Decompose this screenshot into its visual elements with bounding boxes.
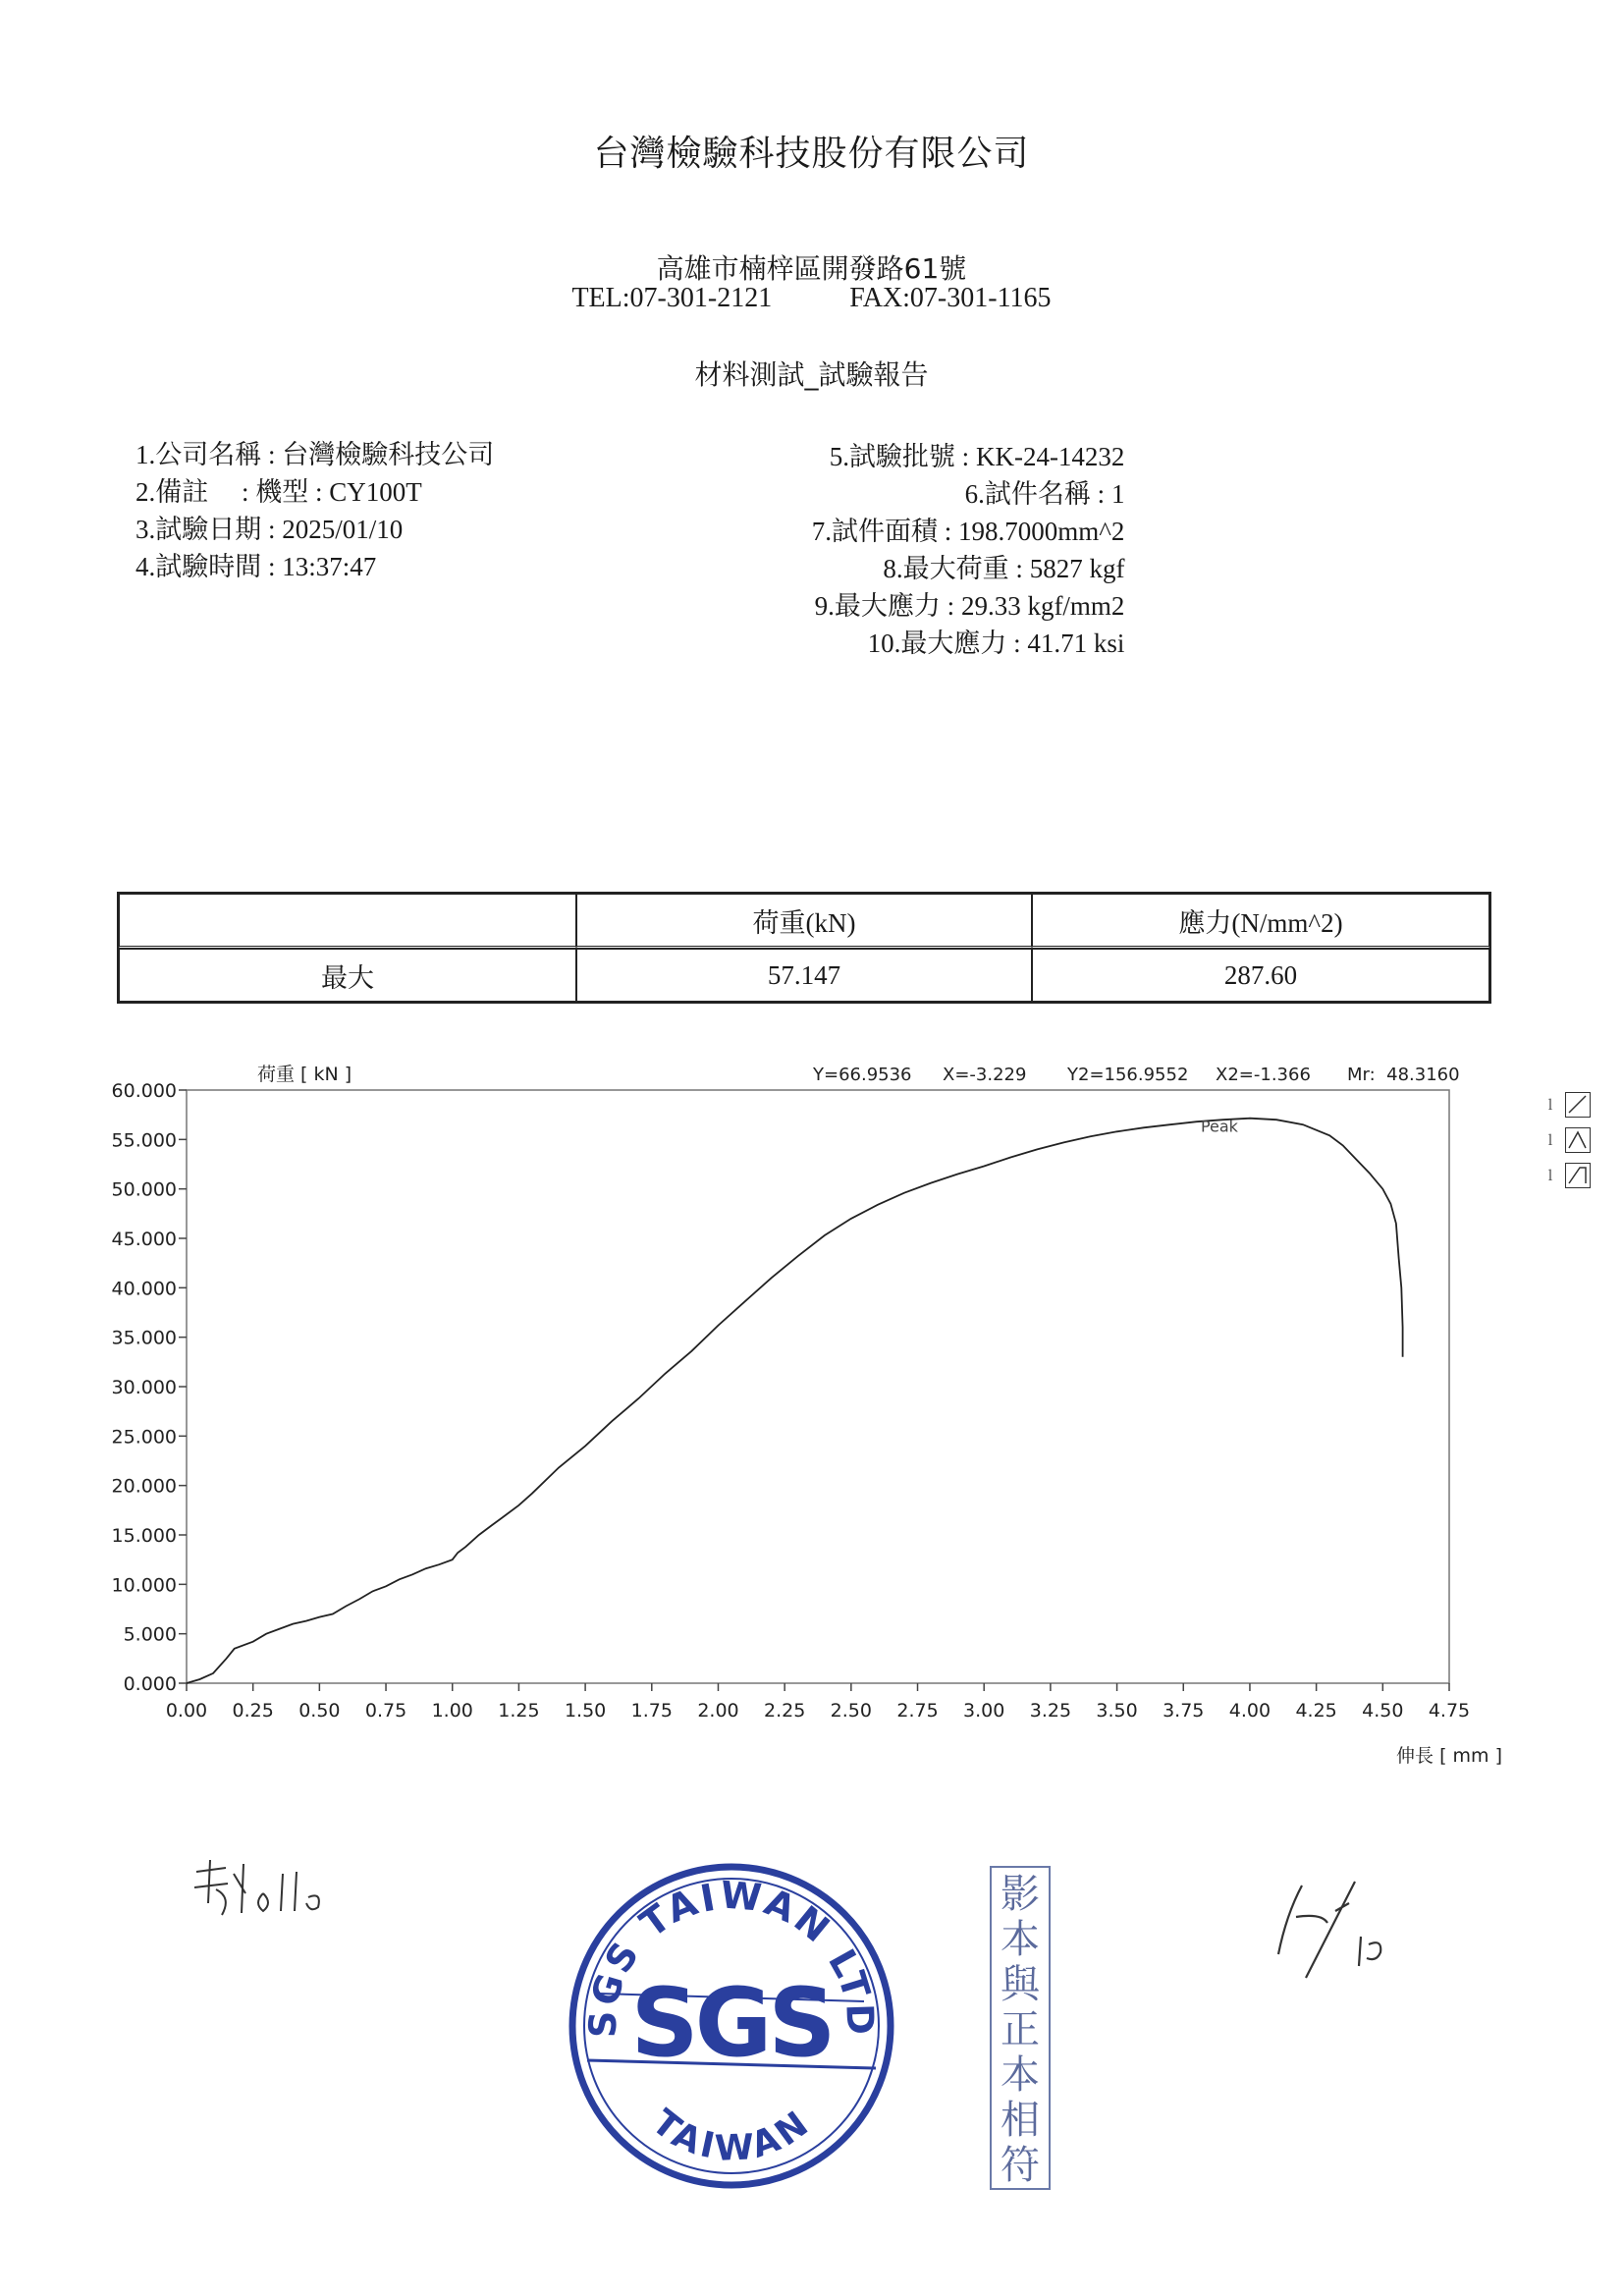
x-tick-label: 0.75 <box>364 1700 407 1722</box>
y-tick-label: 35.000 <box>111 1327 177 1349</box>
triangle-icon[interactable] <box>1565 1127 1591 1153</box>
y-tick-label: 25.000 <box>111 1426 177 1449</box>
table-cell: 最大 <box>119 949 576 1002</box>
x-tick-label: 0.00 <box>165 1700 208 1722</box>
y-tick-label: 55.000 <box>111 1129 177 1152</box>
plot-frame <box>187 1090 1449 1683</box>
readout-mr: Mr: 48.3160 <box>1347 1065 1460 1085</box>
series-line <box>187 1119 1403 1683</box>
x-tick-label: 0.25 <box>232 1700 274 1722</box>
chart-toolbar: ｌ ｌ ｌ <box>1543 1092 1591 1188</box>
company-address: 高雄市楠梓區開發路61號 <box>656 252 967 285</box>
y-tick-label: 50.000 <box>111 1178 177 1201</box>
chart-svg <box>88 1051 1532 1797</box>
x-tick-label: 4.75 <box>1428 1700 1471 1722</box>
table-cell: 57.147 <box>576 949 1032 1002</box>
table-header-cell <box>119 894 576 949</box>
svg-text:SGS TAIWAN LTD: SGS TAIWAN LTD <box>580 1873 883 2039</box>
handwritten-initials <box>1267 1876 1414 1988</box>
y-tick-label: 30.000 <box>111 1377 177 1398</box>
y-tick-label: 0.000 <box>123 1673 177 1695</box>
info-right-column <box>797 438 1124 662</box>
x-tick-label: 2.25 <box>764 1700 806 1722</box>
copy-certification-stamp: 影 本 與 正 本 相 符 <box>990 1866 1051 2190</box>
x-tick-label: 2.75 <box>896 1700 939 1722</box>
x-axis <box>166 1683 1470 1722</box>
table-header-cell: 荷重(kN) <box>576 894 1032 949</box>
report-title: 材料測試_試驗報告 <box>694 358 929 391</box>
x-tick-label: 4.25 <box>1295 1700 1337 1722</box>
readout-y2: Y2=156.9552 <box>1067 1065 1189 1085</box>
table-row <box>119 949 1489 1002</box>
info-item: 3.試驗日期 : 2025/01/10 <box>135 515 404 544</box>
x-tick-label: 2.50 <box>830 1700 872 1722</box>
x-tick-label: 2.00 <box>697 1700 739 1722</box>
info-item: 5.試驗批號 : KK-24-14232 <box>829 442 1125 471</box>
x-tick-label: 1.50 <box>564 1700 607 1722</box>
y-axis-label: 荷重 [ kN ] <box>257 1064 352 1085</box>
table-header-cell: 應力(N/mm^2) <box>1032 894 1489 949</box>
info-item: 10.最大應力 : 41.71 ksi <box>867 629 1125 658</box>
line-icon[interactable] <box>1565 1092 1591 1118</box>
info-item: 4.試驗時間 : 13:37:47 <box>135 552 377 581</box>
y-tick-label: 45.000 <box>111 1229 177 1250</box>
x-tick-label: 3.50 <box>1096 1700 1138 1722</box>
x-tick-label: 3.00 <box>963 1700 1005 1722</box>
readout-x2: X2=-1.366 <box>1216 1065 1311 1085</box>
x-tick-label: 4.50 <box>1362 1700 1404 1722</box>
y-tick-label: 60.000 <box>111 1080 177 1102</box>
result-table <box>117 892 1491 1004</box>
x-tick-label: 1.00 <box>431 1700 473 1722</box>
table-cell: 287.60 <box>1032 949 1489 1002</box>
handwritten-signature <box>187 1854 353 1937</box>
info-item: 7.試件面積 : 198.7000mm^2 <box>811 517 1125 546</box>
table-header-row <box>119 894 1489 949</box>
x-tick-label: 1.25 <box>498 1700 540 1722</box>
load-elongation-chart <box>88 1051 1532 1801</box>
fax-number: FAX:07-301-1165 <box>849 283 1052 313</box>
ramp-icon[interactable] <box>1565 1163 1591 1188</box>
y-tick-label: 20.000 <box>111 1475 177 1498</box>
peak-annotation: Peak <box>1200 1117 1238 1136</box>
contact-line <box>0 283 1623 314</box>
x-tick-label: 4.00 <box>1228 1700 1271 1722</box>
info-item: 2.備註 : 機型 : CY100T <box>135 477 422 507</box>
y-tick-label: 40.000 <box>111 1278 177 1300</box>
info-left-column <box>135 436 494 585</box>
sgs-seal <box>560 1854 903 2202</box>
y-tick-label: 15.000 <box>111 1525 177 1547</box>
svg-text:SGS: SGS <box>630 1968 833 2078</box>
x-tick-label: 0.50 <box>298 1700 341 1722</box>
tel-number: TEL:07-301-2121 <box>571 283 773 313</box>
company-title: 台灣檢驗科技股份有限公司 <box>593 134 1030 174</box>
x-tick-label: 3.75 <box>1163 1700 1205 1722</box>
y-tick-label: 5.000 <box>123 1623 177 1646</box>
info-item: 6.試件名稱 : 1 <box>964 479 1125 509</box>
y-axis <box>112 1080 187 1695</box>
x-tick-label: 1.75 <box>630 1700 673 1722</box>
info-item: 9.最大應力 : 29.33 kgf/mm2 <box>814 591 1125 621</box>
readout-y: Y=66.9536 <box>813 1065 912 1085</box>
svg-text:TAIWAN: TAIWAN <box>644 2102 819 2169</box>
x-axis-label: 伸長 [ mm ] <box>1396 1745 1502 1767</box>
readout-x: X=-3.229 <box>943 1065 1027 1085</box>
x-tick-label: 3.25 <box>1029 1700 1072 1722</box>
info-item: 1.公司名稱 : 台灣檢驗科技公司 <box>135 440 495 469</box>
y-tick-label: 10.000 <box>111 1574 177 1597</box>
info-item: 8.最大荷重 : 5827 kgf <box>883 554 1125 583</box>
